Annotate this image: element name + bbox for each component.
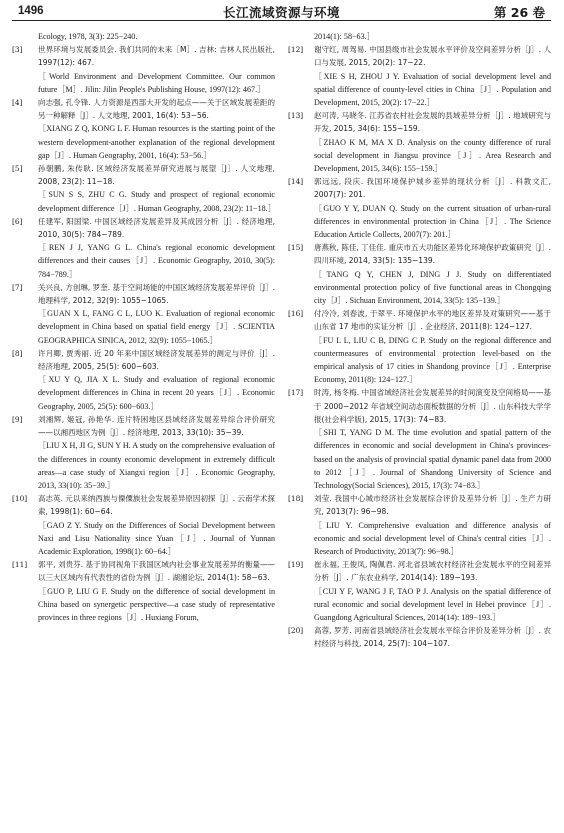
reference-item	[12, 162, 275, 215]
reference-en: ［REN J J, YANG G L. China's regional economic development differences and their causes［J］. Economic Geography, 2010, 30(5): 784−789.］	[38, 243, 275, 279]
reference-zh: 许月卿, 贾秀丽. 近 20 年来中国区域经济发展差异的测定与评价［J］. 经济地理, 2005, 25(5): 600−603.	[38, 348, 275, 372]
reference-item	[12, 96, 275, 162]
reference-zh: 谢守红, 周驾易. 中国县级市社会发展水平评价及空间差异分析［J］. 人口与发展, 2015, 20(2): 17−22.	[314, 45, 551, 68]
reference-en: ［FU L L, LIU C B, DING C P. Study on the regional difference and countermeasures of environmental protection level-based on the empirical analysis of 17 cities in Shandong province［J］. Enterprise Economy, 2011(8): 124−127.］	[314, 335, 551, 385]
reference-en: ［SUN S S, ZHU C G. Study and prospect of regional economic development difference［J］. Human Geography, 2008, 23(2): 11−18.］	[38, 190, 276, 213]
left-column	[12, 30, 275, 624]
reference-number: [8]	[12, 348, 23, 358]
reference-zh: 郭平, 刘贵芬. 基于协同视角下我国区域内社会事业发展差异的衡量——以三大区域内有代表性的省份为例［J］. 湖湘论坛, 2014(1): 58−63.	[38, 560, 275, 583]
reference-en: ［XIANG Z Q, KONG L F. Human resources is the starting point of the western development-another explanation of the regional development gap［J］. Human Geography, 2001, 16(4): 53−56.］	[38, 124, 275, 160]
reference-zh: 孙朝鹏, 朱传耿. 区域经济发展差异研究进展与展望［J］. 人文地理, 2008, 23(2): 11−18.	[38, 164, 275, 187]
reference-number: [3]	[12, 45, 23, 55]
reference-zh: 赵可涛, 马晓冬. 江苏省农村社会发展的县域差异分析［J］. 地域研究与开发, 2015, 34(6): 155−159.	[314, 111, 551, 134]
reference-en: ［LIU Y. Comprehensive evaluation and difference analysis of economic and social development level of China's central cities［J］. Research of Productivity, 2013(7): 96−98.］	[314, 520, 551, 556]
reference-number: [6]	[12, 216, 23, 226]
reference-zh: 高蓉, 罗芳. 河南省县域经济社会发展水平综合评价及差异分析［J］. 农村经济与科技, 2014, 25(7): 104−107.	[314, 626, 551, 649]
reference-zh: 付冷冷, 刘春波, 于翠平. 环境保护水平的地区差异及对策研究——基于山东省 17 地市的实证分析［J］. 企业经济, 2011(8): 124−127.	[314, 309, 551, 332]
reference-zh: 关兴良, 方创琳, 罗奎. 基于空间场能的中国区域经济发展差异评价［J］. 地理科学, 2012, 32(9): 1055−1065.	[38, 282, 275, 306]
reference-item	[288, 241, 551, 307]
reference-en: ［GAO Z Y. Study on the Differences of Social Development between Naxi and Lisu Nationality since Yuan［J］. Journal of Yunnan Academic Exploration, 1998(1): 60−64.］	[38, 520, 275, 556]
reference-item	[12, 413, 275, 492]
reference-en: ［GUAN X L, FANG C L, LUO K. Evaluation of regional economic development in China based on spatial field energy［J］. SCIENTIA GEOGRAPHICA SINICA, 2012, 32(9): 1055−1065.］	[38, 309, 275, 345]
reference-zh: 刘莹. 我国中心城市经济社会发展综合评价及差异分析［J］. 生产力研究, 2013(7): 96−98.	[314, 494, 551, 517]
reference-number: [19]	[288, 560, 304, 570]
reference-item	[12, 347, 275, 413]
reference-item	[288, 492, 551, 558]
reference-en: Ecology, 1978, 3(3): 225−240.	[38, 32, 138, 41]
reference-item	[288, 558, 551, 624]
reference-number: [14]	[288, 177, 304, 187]
reference-en: ［ZHAO K M, MA X D. Analysis on the county difference of rural social development in Jiangsu province［J］. Area Research and Development, 2015, 34(6): 155−159.］	[314, 137, 551, 174]
reference-number: [17]	[288, 388, 304, 398]
reference-zh: 崔永福, 王俊凤, 陶佩君. 河北省县域农村经济社会发展水平的空间差异分析［J］. 广东农业科学, 2014(14): 189−193.	[314, 560, 551, 583]
reference-zh: 高志英. 元以来纳西族与傈僳族社会发展差异原因初探［J］. 云南学术探索, 1998(1): 60−64.	[38, 494, 275, 517]
reference-continuation	[12, 30, 275, 43]
reference-item	[288, 175, 551, 241]
reference-item	[288, 307, 551, 386]
reference-en: ［SHI T, YANG D M. The time evolution and spatial pattern of the differences in economic and social development in China's provinces-based on the analysis of provincial spatial dynamic panel data from 2000 to 2012［J］. Journal of Shandong University of Science and Technology(Social Sciences), 2015, 17(3): 74−83.］	[314, 428, 551, 490]
reference-zh: 向志强, 孔令锋. 人力资源是西部大开发的起点——关于区域发展差距的另一种解释［J］. 人文地理, 2001, 16(4): 53−56.	[38, 98, 275, 121]
reference-en: ［LIU X H, JI G, SUN Y H. A study on the comprehensive evaluation of the differences in county economic development in extremely difficult areas—a case study of Xiangxi region［J］. Economic Geography, 2013, 33(10): 35−39.］	[38, 441, 275, 490]
reference-zh: 刘湘辉, 姬冠, 孙艳华. 连片特困地区县域经济发展差异综合评价研究——以湘西地区为例［J］. 经济地理, 2013, 33(10): 35−39.	[38, 414, 275, 438]
reference-en: ［GUO Y Y, DUAN Q. Study on the current situation of urban-rural differences in environmental protection in China［J］. The Science Education Article Collects, 2007(7): 201.］	[314, 203, 551, 240]
reference-item	[12, 558, 275, 624]
reference-en: 2014(1): 58−63.］	[314, 32, 375, 41]
reference-number: [18]	[288, 494, 304, 504]
reference-zh: 唐燕秋, 陈佳, 丁佳佳. 重庆市五大功能区差异化环境保护政策研究［J］. 四川环境, 2014, 33(5): 135−139.	[314, 243, 551, 266]
reference-en: ［World Environment and Development Committee. Our common future［M］. Jilin: Jilin People's Publishing House, 1997(12): 467.］	[38, 71, 275, 94]
reference-number: [10]	[12, 494, 28, 504]
running-header	[12, 0, 551, 21]
page-number: 1496	[18, 5, 44, 17]
reference-item	[288, 386, 551, 492]
reference-item	[12, 281, 275, 347]
reference-en: ［XU Y Q, JIA X L. Study and evaluation of regional economic development differences in China in recent 20 years［J］. Economic Geography, 2005, 25(5): 600−603.］	[38, 375, 275, 411]
reference-item	[12, 43, 275, 96]
reference-number: [11]	[12, 560, 28, 570]
reference-zh: 世界环境与发展委员会. 我们共同的未来［M］. 吉林: 吉林人民出版社, 1997(12): 467.	[38, 45, 275, 68]
right-column	[288, 30, 551, 651]
reference-item	[288, 109, 551, 175]
reference-number: [13]	[288, 111, 304, 121]
reference-en: ［GUO P, LIU G F. Study on the difference of social development in China based on synergetic perspective—a case study of representative provinces in three regions［J］. Huxiang Forum,	[38, 586, 275, 622]
reference-number: [9]	[12, 414, 23, 424]
journal-title: 长江流域资源与环境	[222, 5, 340, 20]
reference-zh: 任建军, 阳国梁. 中国区域经济发展差异及其成因分析［J］. 经济地理, 2010, 30(5): 784−789.	[38, 216, 275, 240]
reference-columns	[12, 30, 551, 833]
reference-item	[288, 624, 551, 650]
reference-number: [5]	[12, 164, 23, 174]
reference-item	[288, 43, 551, 109]
reference-en: ［TANG Q Y, CHEN J, DING J J. Study on differentiated environmental protection policy of five functional areas in Chongqing city［J］. Sichuan Environment, 2014, 33(5): 135−139.］	[314, 269, 551, 306]
reference-zh: 时涛, 杨冬梅. 中国省域经济社会发展差异的时间演变及空间格局——基于 2000−2012 年省域空间动态面板数据的分析［J］. 山东科技大学学报(社会科学版), 2015, 17(3): 74−83.	[314, 388, 551, 424]
reference-zh: 郭远远, 段庆. 我国环境保护城乡差异的现状分析［J］. 科教文汇, 2007(7): 201.	[314, 177, 551, 200]
reference-number: [12]	[288, 45, 304, 55]
reference-continuation	[288, 30, 551, 43]
reference-number: [20]	[288, 626, 304, 636]
reference-item	[12, 215, 275, 281]
reference-en: ［CUI Y F, WANG J F, TAO P J. Analysis on the spatial difference of rural economic and social development level in Hebei province［J］. Guangdong Agricultural Sciences, 2014(14): 189−193.］	[314, 586, 551, 622]
reference-number: [7]	[12, 282, 23, 292]
reference-number: [16]	[288, 309, 304, 319]
reference-number: [4]	[12, 98, 23, 108]
reference-item	[12, 492, 275, 558]
volume-label: 第 26 卷	[493, 5, 545, 20]
reference-en: ［XIE S H, ZHOU J Y. Evaluation of social development level and spatial difference of county-level cities in China［J］. Population and Development, 2015, 20(2): 17−22.］	[314, 71, 551, 108]
reference-number: [15]	[288, 243, 304, 253]
